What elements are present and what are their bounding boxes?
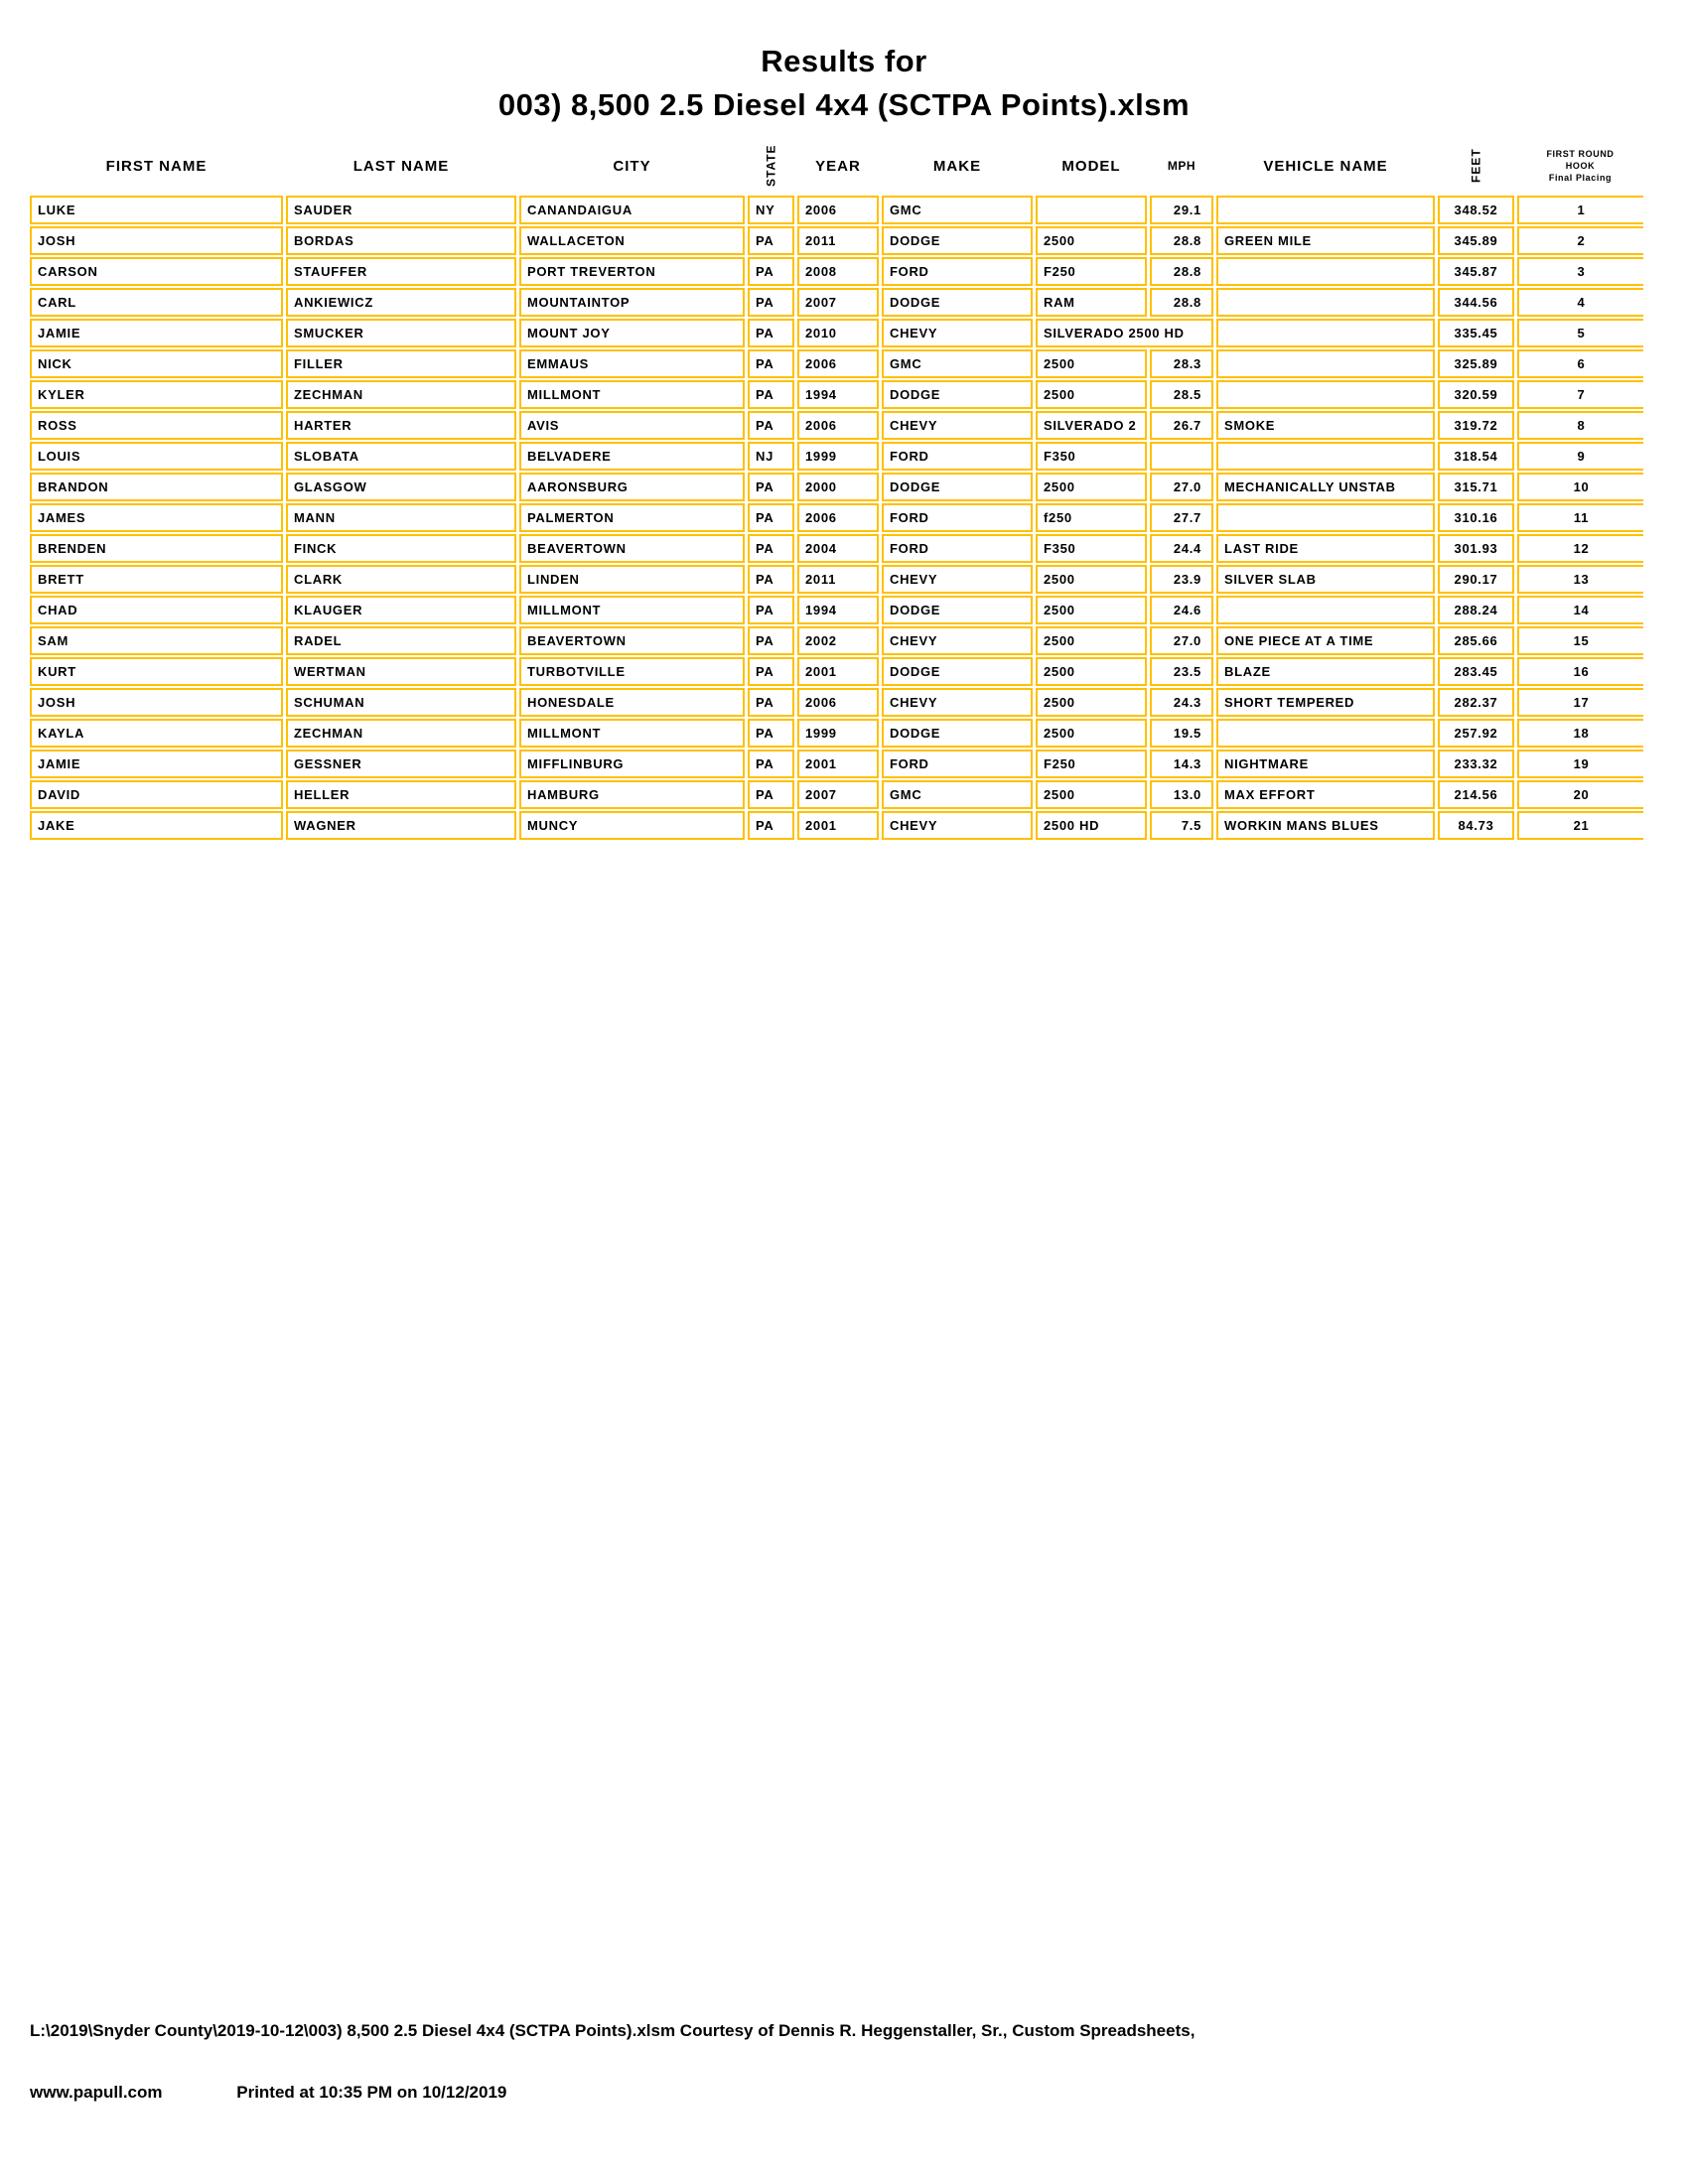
cell-year: 2006: [797, 688, 879, 717]
cell-state: PA: [748, 319, 794, 347]
cell-city: MIFFLINBURG: [519, 750, 745, 778]
cell-year: 2006: [797, 349, 879, 378]
cell-final-placing: 2: [1517, 226, 1643, 255]
cell-first-name: CARSON: [30, 257, 283, 286]
cell-make: FORD: [882, 257, 1033, 286]
cell-mph: [1150, 442, 1213, 471]
cell-final-placing: 5: [1517, 319, 1643, 347]
cell-state: PA: [748, 473, 794, 501]
cell-make: DODGE: [882, 719, 1033, 748]
cell-year: 2000: [797, 473, 879, 501]
table-row: [30, 780, 1643, 809]
cell-first-name: CHAD: [30, 596, 283, 624]
cell-vehicle-name: [1216, 196, 1435, 224]
cell-year: 2010: [797, 319, 879, 347]
cell-first-name: ROSS: [30, 411, 283, 440]
cell-year: 2007: [797, 780, 879, 809]
cell-final-placing: 14: [1517, 596, 1643, 624]
footer-second-line: [30, 2083, 1658, 2103]
cell-make: DODGE: [882, 380, 1033, 409]
cell-first-name: SAM: [30, 626, 283, 655]
cell-last-name: GLASGOW: [286, 473, 516, 501]
cell-model: 2500: [1036, 719, 1147, 748]
cell-first-name: DAVID: [30, 780, 283, 809]
cell-model: 2500: [1036, 565, 1147, 594]
cell-make: GMC: [882, 780, 1033, 809]
cell-feet: 214.56: [1438, 780, 1514, 809]
cell-last-name: BORDAS: [286, 226, 516, 255]
cell-state: PA: [748, 565, 794, 594]
table-row: [30, 411, 1643, 440]
cell-model: F350: [1036, 534, 1147, 563]
cell-make: DODGE: [882, 226, 1033, 255]
cell-final-placing: 8: [1517, 411, 1643, 440]
cell-model: f250: [1036, 503, 1147, 532]
cell-first-name: KAYLA: [30, 719, 283, 748]
cell-final-placing: 4: [1517, 288, 1643, 317]
cell-mph: 13.0: [1150, 780, 1213, 809]
cell-mph: 26.7: [1150, 411, 1213, 440]
table-row: [30, 319, 1643, 347]
cell-feet: 283.45: [1438, 657, 1514, 686]
cell-feet: 285.66: [1438, 626, 1514, 655]
table-row: [30, 688, 1643, 717]
cell-state: PA: [748, 626, 794, 655]
cell-final-placing: 12: [1517, 534, 1643, 563]
cell-make: FORD: [882, 750, 1033, 778]
cell-year: 2011: [797, 565, 879, 594]
cell-feet: 315.71: [1438, 473, 1514, 501]
cell-feet: 290.17: [1438, 565, 1514, 594]
cell-year: 2007: [797, 288, 879, 317]
table-header: [30, 137, 1643, 195]
cell-state: PA: [748, 750, 794, 778]
cell-make: CHEVY: [882, 626, 1033, 655]
cell-mph: 27.0: [1150, 473, 1213, 501]
cell-feet: 335.45: [1438, 319, 1514, 347]
cell-make: DODGE: [882, 288, 1033, 317]
cell-final-placing: 16: [1517, 657, 1643, 686]
cell-first-name: CARL: [30, 288, 283, 317]
cell-final-placing: 18: [1517, 719, 1643, 748]
cell-mph: 28.8: [1150, 226, 1213, 255]
table-row: [30, 565, 1643, 594]
cell-first-name: BRETT: [30, 565, 283, 594]
cell-mph: 23.5: [1150, 657, 1213, 686]
table-row: [30, 380, 1643, 409]
cell-vehicle-name: [1216, 442, 1435, 471]
cell-final-placing: 19: [1517, 750, 1643, 778]
cell-model: 2500: [1036, 473, 1147, 501]
cell-model: SILVERADO 2: [1036, 411, 1147, 440]
cell-make: CHEVY: [882, 811, 1033, 840]
table-body: [30, 196, 1643, 842]
cell-final-placing: 3: [1517, 257, 1643, 286]
footer-path-line: L:\2019\Snyder County\2019-10-12\003) 8,500 2.5 Diesel 4x4 (SCTPA Points).xlsm Courtesy of Dennis R. Heggenstaller, Sr., Custom Spreadsheets,: [30, 2021, 1196, 2040]
cell-last-name: HARTER: [286, 411, 516, 440]
col-header-year: YEAR: [815, 157, 861, 175]
cell-last-name: FINCK: [286, 534, 516, 563]
cell-state: PA: [748, 534, 794, 563]
cell-vehicle-name: [1216, 257, 1435, 286]
cell-mph: 7.5: [1150, 811, 1213, 840]
cell-last-name: ZECHMAN: [286, 719, 516, 748]
cell-model: 2500 HD: [1036, 811, 1147, 840]
cell-city: MOUNTAINTOP: [519, 288, 745, 317]
cell-vehicle-name: SHORT TEMPERED: [1216, 688, 1435, 717]
cell-make: GMC: [882, 196, 1033, 224]
cell-city: MUNCY: [519, 811, 745, 840]
cell-vehicle-name: NIGHTMARE: [1216, 750, 1435, 778]
footer-website: www.papull.com: [30, 2083, 163, 2102]
cell-feet: 310.16: [1438, 503, 1514, 532]
cell-make: DODGE: [882, 657, 1033, 686]
cell-last-name: KLAUGER: [286, 596, 516, 624]
cell-feet: 345.87: [1438, 257, 1514, 286]
cell-first-name: JAMIE: [30, 319, 283, 347]
cell-state: PA: [748, 688, 794, 717]
cell-state: PA: [748, 811, 794, 840]
cell-model: 2500: [1036, 380, 1147, 409]
cell-vehicle-name: MECHANICALLY UNSTAB: [1216, 473, 1435, 501]
cell-model: F250: [1036, 750, 1147, 778]
col-header-vehicle-name: VEHICLE NAME: [1263, 157, 1388, 175]
cell-final-placing: 17: [1517, 688, 1643, 717]
cell-mph: 24.3: [1150, 688, 1213, 717]
cell-final-placing: 7: [1517, 380, 1643, 409]
cell-vehicle-name: ONE PIECE AT A TIME: [1216, 626, 1435, 655]
cell-vehicle-name: [1216, 503, 1435, 532]
cell-make: DODGE: [882, 473, 1033, 501]
col-header-first-name: FIRST NAME: [105, 157, 208, 175]
cell-vehicle-name: MAX EFFORT: [1216, 780, 1435, 809]
cell-last-name: WAGNER: [286, 811, 516, 840]
cell-first-name: KYLER: [30, 380, 283, 409]
col-header-last-name: LAST NAME: [352, 157, 450, 175]
table-row: [30, 534, 1643, 563]
table-row: [30, 596, 1643, 624]
col-header-make: MAKE: [932, 157, 982, 175]
cell-first-name: JOSH: [30, 688, 283, 717]
cell-city: PALMERTON: [519, 503, 745, 532]
cell-mph: 28.8: [1150, 257, 1213, 286]
cell-feet: 325.89: [1438, 349, 1514, 378]
cell-city: WALLACETON: [519, 226, 745, 255]
cell-last-name: ZECHMAN: [286, 380, 516, 409]
footer: [30, 2021, 1658, 2103]
cell-feet: 84.73: [1438, 811, 1514, 840]
cell-final-placing: 20: [1517, 780, 1643, 809]
cell-city: AVIS: [519, 411, 745, 440]
cell-model: 2500: [1036, 626, 1147, 655]
cell-feet: 318.54: [1438, 442, 1514, 471]
cell-year: 2006: [797, 503, 879, 532]
cell-year: 2004: [797, 534, 879, 563]
cell-first-name: JAKE: [30, 811, 283, 840]
cell-model: F350: [1036, 442, 1147, 471]
cell-state: PA: [748, 288, 794, 317]
cell-feet: 344.56: [1438, 288, 1514, 317]
cell-mph: 14.3: [1150, 750, 1213, 778]
cell-last-name: SLOBATA: [286, 442, 516, 471]
cell-mph: 28.8: [1150, 288, 1213, 317]
table-row: [30, 811, 1643, 840]
cell-mph: 27.0: [1150, 626, 1213, 655]
cell-first-name: BRANDON: [30, 473, 283, 501]
cell-last-name: WERTMAN: [286, 657, 516, 686]
cell-make: DODGE: [882, 596, 1033, 624]
cell-feet: 301.93: [1438, 534, 1514, 563]
cell-vehicle-name: GREEN MILE: [1216, 226, 1435, 255]
cell-last-name: SCHUMAN: [286, 688, 516, 717]
cell-city: MOUNT JOY: [519, 319, 745, 347]
cell-feet: 345.89: [1438, 226, 1514, 255]
cell-first-name: NICK: [30, 349, 283, 378]
cell-last-name: CLARK: [286, 565, 516, 594]
cell-make: FORD: [882, 534, 1033, 563]
cell-feet: 233.32: [1438, 750, 1514, 778]
cell-year: 2006: [797, 196, 879, 224]
cell-year: 1999: [797, 719, 879, 748]
cell-year: 1994: [797, 380, 879, 409]
cell-city: AARONSBURG: [519, 473, 745, 501]
cell-model: 2500: [1036, 596, 1147, 624]
cell-model: RAM: [1036, 288, 1147, 317]
cell-year: 2001: [797, 657, 879, 686]
cell-year: 2006: [797, 411, 879, 440]
table-row: [30, 750, 1643, 778]
cell-year: 2008: [797, 257, 879, 286]
cell-model: SILVERADO 2500 HD: [1036, 319, 1213, 347]
cell-last-name: RADEL: [286, 626, 516, 655]
cell-model: 2500: [1036, 780, 1147, 809]
cell-state: PA: [748, 411, 794, 440]
cell-make: CHEVY: [882, 565, 1033, 594]
cell-city: CANANDAIGUA: [519, 196, 745, 224]
cell-last-name: SAUDER: [286, 196, 516, 224]
cell-mph: 28.5: [1150, 380, 1213, 409]
cell-year: 2011: [797, 226, 879, 255]
cell-vehicle-name: SILVER SLAB: [1216, 565, 1435, 594]
cell-state: PA: [748, 349, 794, 378]
cell-last-name: STAUFFER: [286, 257, 516, 286]
cell-feet: 282.37: [1438, 688, 1514, 717]
cell-year: 1999: [797, 442, 879, 471]
cell-mph: 23.9: [1150, 565, 1213, 594]
cell-model: 2500: [1036, 688, 1147, 717]
cell-mph: 24.4: [1150, 534, 1213, 563]
cell-first-name: JOSH: [30, 226, 283, 255]
cell-make: CHEVY: [882, 411, 1033, 440]
cell-first-name: LUKE: [30, 196, 283, 224]
cell-last-name: GESSNER: [286, 750, 516, 778]
cell-state: PA: [748, 503, 794, 532]
cell-last-name: HELLER: [286, 780, 516, 809]
cell-feet: 257.92: [1438, 719, 1514, 748]
cell-feet: 320.59: [1438, 380, 1514, 409]
page-title: Results for: [761, 44, 927, 78]
cell-state: PA: [748, 380, 794, 409]
cell-year: 1994: [797, 596, 879, 624]
cell-mph: 19.5: [1150, 719, 1213, 748]
cell-vehicle-name: [1216, 596, 1435, 624]
cell-city: BELVADERE: [519, 442, 745, 471]
cell-vehicle-name: [1216, 319, 1435, 347]
cell-mph: 29.1: [1150, 196, 1213, 224]
cell-final-placing: 11: [1517, 503, 1643, 532]
page-subtitle: 003) 8,500 2.5 Diesel 4x4 (SCTPA Points).xlsm: [497, 87, 1191, 122]
table-row: [30, 719, 1643, 748]
cell-vehicle-name: [1216, 380, 1435, 409]
cell-year: 2001: [797, 750, 879, 778]
cell-state: NJ: [748, 442, 794, 471]
cell-state: PA: [748, 780, 794, 809]
col-header-placing-line2: HOOK: [1565, 161, 1596, 171]
cell-vehicle-name: [1216, 719, 1435, 748]
table-row: [30, 626, 1643, 655]
cell-city: HONESDALE: [519, 688, 745, 717]
cell-last-name: FILLER: [286, 349, 516, 378]
cell-model: F250: [1036, 257, 1147, 286]
table-row: [30, 196, 1643, 224]
col-header-placing-line1: FIRST ROUND: [1546, 149, 1615, 159]
cell-city: TURBOTVILLE: [519, 657, 745, 686]
cell-final-placing: 15: [1517, 626, 1643, 655]
cell-mph: 27.7: [1150, 503, 1213, 532]
table-row: [30, 503, 1643, 532]
cell-vehicle-name: SMOKE: [1216, 411, 1435, 440]
table-row: [30, 288, 1643, 317]
cell-first-name: LOUIS: [30, 442, 283, 471]
cell-first-name: KURT: [30, 657, 283, 686]
cell-city: MILLMONT: [519, 719, 745, 748]
cell-state: PA: [748, 257, 794, 286]
cell-state: PA: [748, 657, 794, 686]
cell-vehicle-name: [1216, 288, 1435, 317]
table-row: [30, 473, 1643, 501]
cell-vehicle-name: LAST RIDE: [1216, 534, 1435, 563]
cell-feet: 319.72: [1438, 411, 1514, 440]
col-header-model: MODEL: [1061, 157, 1121, 175]
cell-last-name: MANN: [286, 503, 516, 532]
col-header-state: STATE: [764, 144, 778, 188]
cell-city: BEAVERTOWN: [519, 534, 745, 563]
cell-vehicle-name: WORKIN MANS BLUES: [1216, 811, 1435, 840]
cell-final-placing: 10: [1517, 473, 1643, 501]
cell-final-placing: 1: [1517, 196, 1643, 224]
table-row: [30, 226, 1643, 255]
cell-first-name: BRENDEN: [30, 534, 283, 563]
cell-state: PA: [748, 719, 794, 748]
footer-printed-timestamp: Printed at 10:35 PM on 10/12/2019: [236, 2083, 507, 2102]
cell-state: PA: [748, 226, 794, 255]
cell-city: LINDEN: [519, 565, 745, 594]
cell-make: CHEVY: [882, 319, 1033, 347]
cell-vehicle-name: [1216, 349, 1435, 378]
cell-first-name: JAMES: [30, 503, 283, 532]
cell-model: [1036, 196, 1147, 224]
cell-state: PA: [748, 596, 794, 624]
cell-year: 2002: [797, 626, 879, 655]
cell-make: FORD: [882, 442, 1033, 471]
table-row: [30, 349, 1643, 378]
cell-make: FORD: [882, 503, 1033, 532]
cell-mph: 28.3: [1150, 349, 1213, 378]
cell-year: 2001: [797, 811, 879, 840]
table-row: [30, 442, 1643, 471]
col-header-placing-line3: Final Placing: [1548, 173, 1613, 183]
cell-city: MILLMONT: [519, 596, 745, 624]
cell-final-placing: 9: [1517, 442, 1643, 471]
cell-vehicle-name: BLAZE: [1216, 657, 1435, 686]
cell-feet: 288.24: [1438, 596, 1514, 624]
cell-final-placing: 13: [1517, 565, 1643, 594]
col-header-city: CITY: [613, 157, 651, 175]
col-header-feet: FEET: [1469, 148, 1483, 184]
cell-mph: 24.6: [1150, 596, 1213, 624]
cell-make: GMC: [882, 349, 1033, 378]
cell-city: MILLMONT: [519, 380, 745, 409]
cell-make: CHEVY: [882, 688, 1033, 717]
cell-final-placing: 6: [1517, 349, 1643, 378]
table-row: [30, 657, 1643, 686]
cell-model: 2500: [1036, 226, 1147, 255]
cell-city: PORT TREVERTON: [519, 257, 745, 286]
cell-city: EMMAUS: [519, 349, 745, 378]
cell-city: HAMBURG: [519, 780, 745, 809]
table-row: [30, 257, 1643, 286]
col-header-mph: MPH: [1167, 159, 1196, 173]
cell-last-name: ANKIEWICZ: [286, 288, 516, 317]
cell-city: BEAVERTOWN: [519, 626, 745, 655]
cell-model: 2500: [1036, 349, 1147, 378]
cell-final-placing: 21: [1517, 811, 1643, 840]
cell-state: NY: [748, 196, 794, 224]
cell-feet: 348.52: [1438, 196, 1514, 224]
cell-last-name: SMUCKER: [286, 319, 516, 347]
cell-model: 2500: [1036, 657, 1147, 686]
col-header-placing: [1517, 137, 1643, 195]
cell-first-name: JAMIE: [30, 750, 283, 778]
